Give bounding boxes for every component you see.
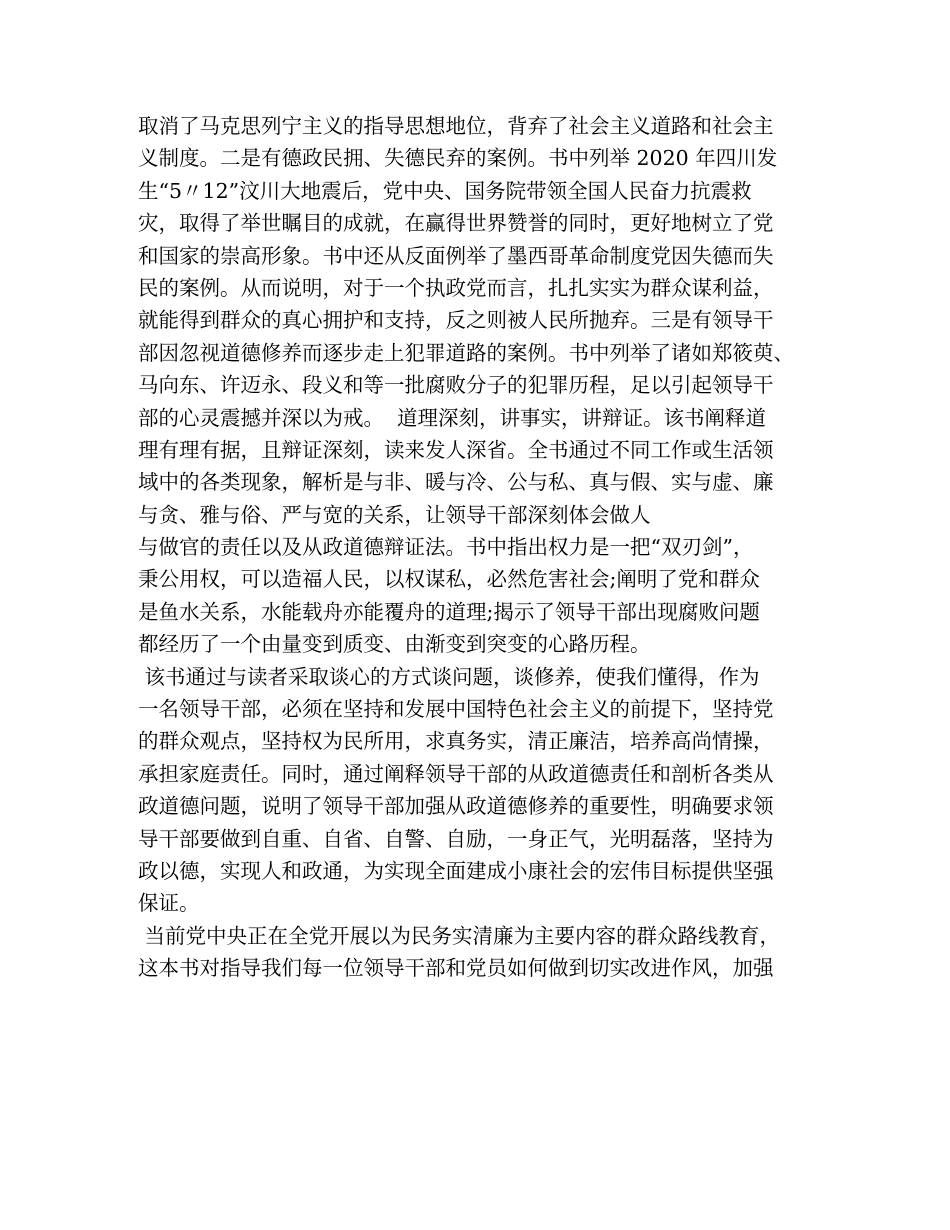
paragraph-start-line: 当前党中央正在全党开展以为民务实清廉为主要内容的群众路线教育， [138,923,781,948]
text-line: 部因忽视道德修养而逐步走上犯罪道路的案例。书中列举了诸如郑筱萸、 [138,340,794,365]
text-line: 义制度。二是有德政民拥、失德民弃的案例。书中列举 2020 年四川发 [138,146,778,171]
text-line: 和国家的崇高形象。书中还从反面例举了墨西哥革命制度党因失德而失 [138,243,774,268]
text-line: 与贪、雅与俗、严与宽的关系，让领导干部深刻体会做人 [138,502,651,527]
text-line: 域中的各类现象，解析是与非、暖与冷、公与私、真与假、实与虚、廉 [138,470,774,495]
text-line: 一名领导干部，必须在坚持和发展中国特色社会主义的前提下，坚持党 [138,697,774,722]
text-line: 部的心灵震撼并深以为戒。 道理深刻，讲事实，讲辩证。该书阐释道 [138,405,767,430]
text-line: 与做官的责任以及从政道德辩证法。书中指出权力是一把“双刃剑”， [138,535,754,560]
text-line: 的群众观点，坚持权为民所用，求真务实，清正廉洁，培养高尚情操， [138,729,774,754]
text-line: 都经历了一个由量变到质变、由渐变到突变的心路历程。 [138,632,651,657]
text-line: 理有理有据，且辩证深刻，读来发人深省。全书通过不同工作或生活领 [138,437,774,462]
text-line: 马向东、许迈永、段义和等一批腐败分子的犯罪历程，足以引起领导干 [138,373,774,398]
paragraph-start-line: 该书通过与读者采取谈心的方式谈问题，谈修养，使我们懂得，作为 [138,664,760,689]
text-line: 政道德问题，说明了领导干部加强从政道德修养的重要性，明确要求领 [138,794,774,819]
text-line: 是鱼水关系，水能载舟亦能覆舟的道理;揭示了领导干部出现腐败问题 [138,599,760,624]
text-line: 取消了马克思列宁主义的指导思想地位，背弃了社会主义道路和社会主 [138,114,774,138]
text-line: 政以德，实现人和政通，为实现全面建成小康社会的宏伟目标提供坚强 [138,858,774,883]
text-line: 灾，取得了举世瞩目的成就，在赢得世界赞誉的同时，更好地树立了党 [138,211,774,236]
text-line: 导干部要做到自重、自省、自警、自励，一身正气，光明磊落，坚持为 [138,826,774,851]
body-text [138,110,828,985]
text-line: 生“5〃12”汶川大地震后，党中央、国务院带领全国人民奋力抗震救 [138,178,752,203]
text-line: 承担家庭责任。同时，通过阐释领导干部的从政道德责任和剖析各类从 [138,761,774,786]
text-line: 秉公用权，可以造福人民，以权谋私，必然危害社会;阐明了党和群众 [138,567,760,592]
text-line: 保证。 [138,891,200,916]
text-line: 民的案例。从而说明，对于一个执政党而言，扎扎实实为群众谋利益， [138,275,774,300]
text-line: 这本书对指导我们每一位领导干部和党员如何做到切实改进作风，加强 [138,956,774,981]
text-line: 就能得到群众的真心拥护和支持，反之则被人民所抛弃。三是有领导干 [138,308,774,333]
